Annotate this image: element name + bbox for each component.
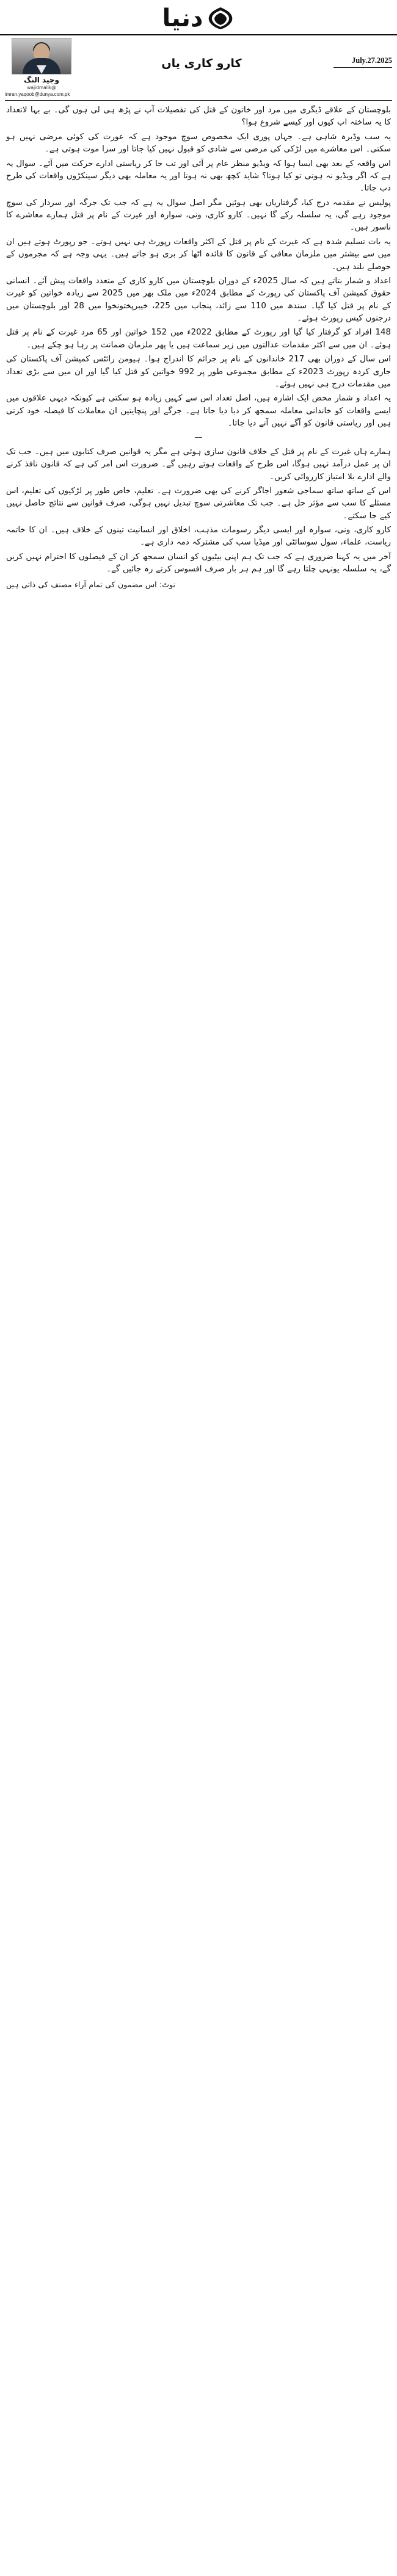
publish-date: July.27.2025 xyxy=(352,56,392,65)
paragraph: آخر میں یہ کہنا ضروری ہے کہ جب تک ہم اپنی بیٹیوں کو انسان سمجھ کر ان کے فیصلوں کا احترام نہیں کریں گے، یہ سلسلہ یونہی چلتا رہے گا اور ہم ہر بار صرف افسوس کرتے رہ جائیں گے۔ xyxy=(6,552,391,574)
paragraph: ہمارے ہاں غیرت کے نام پر قتل کے خلاف قانون سازی ہوئی ہے مگر یہ قوانین صرف کتابوں میں ہیں۔ جب تک ان پر عمل درآمد نہیں ہوگا، اس طرح کے واقعات ہوتے رہیں گے۔ ضرورت اس امر کی ہے کہ قانون نافذ کرنے والے ادارے بلا امتیاز کارروائی کریں۔ xyxy=(6,447,391,482)
paragraph: یہ سب وڈیرہ شاہی ہے۔ جہاں پوری ایک مخصوص سوچ موجود ہے کہ عورت کی کوئی مرضی نہیں ہو سکتی۔ اس معاشرے میں لڑکی کی مرضی سے شادی کو قبول نہیں کیا جاتا اور سزا موت ہوتی ہے۔ xyxy=(6,132,391,154)
headline-block xyxy=(78,38,325,78)
date-block xyxy=(325,38,392,68)
author-name: وجید النگ xyxy=(24,76,59,84)
closing-note: نوٹ: اس مضمون کی تمام آراء مصنف کی ذاتی ہیں xyxy=(6,579,175,589)
paragraph: کارو کاری، ونی، سوارہ اور ایسی دیگر رسومات مذہب، اخلاق اور انسانیت تینوں کے خلاف ہیں۔ ان کا خاتمہ ریاست، علماء، سول سوسائٹی اور میڈیا سب کی مشترکہ ذمہ داری ہے۔ xyxy=(6,526,391,548)
author-block xyxy=(5,38,78,90)
masthead xyxy=(0,0,397,33)
paragraph: یہ اعداد و شمار محض ایک اشارہ ہیں، اصل تعداد اس سے کہیں زیادہ ہو سکتی ہے کیونکہ دیہی علاقوں میں ایسے واقعات کو خاندانی معاملہ سمجھ کر دبا دیا جاتا ہے۔ جرگے اور پنچایتیں ان معاملات کا فیصلہ خود کرتی ہیں اور ریاستی قانون کو آگے نہیں آنے دیا جاتا۔ xyxy=(6,394,391,428)
date-underline xyxy=(333,67,392,68)
paragraph: 148 افراد کو گرفتار کیا گیا اور رپورٹ کے مطابق 2022ء میں 152 خواتین اور 65 مرد غیرت کے نام پر قتل ہوئے۔ ان میں سے اکثر مقدمات عدالتوں میں زیر سماعت ہیں یا پھر ملزمان ضمانت پر رہا ہو چکے ہیں۔ xyxy=(6,328,391,350)
publication-logo xyxy=(162,6,235,31)
paragraph: اس واقعہ کے بعد بھی ایسا ہوا کہ ویڈیو منظر عام پر آئی اور تب جا کر ریاستی ادارے حرکت میں آئے۔ سوال یہ ہے کہ اگر ویڈیو نہ ہوتی تو کیا ہوتا؟ شاید کچھ بھی نہ ہوتا اور یہ معاملہ بھی دیگر سینکڑوں واقعات کی طرح دب جاتا۔ xyxy=(6,159,391,194)
avatar xyxy=(12,38,71,74)
logo-wordmark: دنیا xyxy=(162,4,203,32)
page-title: کارو کاری یاں xyxy=(161,56,242,70)
paragraph: اس کے ساتھ ساتھ سماجی شعور اجاگر کرنے کی بھی ضرورت ہے۔ تعلیم، خاص طور پر لڑکیوں کی تعلیم، اس مسئلے کا سب سے مؤثر حل ہے۔ جب تک معاشرتی سوچ تبدیل نہیں ہوگی، صرف قوانین سے نتائج حاصل نہیں کیے جا سکتے۔ xyxy=(6,486,391,521)
paragraph: یہ بات تسلیم شدہ ہے کہ غیرت کے نام پر قتل کے اکثر واقعات رپورٹ ہی نہیں ہوتے۔ جو رپورٹ ہوتے ہیں ان میں سے بیشتر میں ملزمان معافی کے قانون کا فائدہ اٹھا کر بری ہو جاتے ہیں۔ یہی وجہ ہے کہ مجرموں کے حوصلے بلند ہیں۔ xyxy=(6,237,391,272)
paragraph: پولیس نے مقدمہ درج کیا، گرفتاریاں بھی ہوئیں مگر اصل سوال یہ ہے کہ جب تک جرگہ اور سردار کی سوچ موجود رہے گی، یہ سلسلہ رکے گا نہیں۔ کارو کاری، ونی، سوارہ اور غیرت کے نام پر قتل ہمارے معاشرے کا ناسور ہیں۔ xyxy=(6,198,391,233)
byline-band xyxy=(0,35,397,90)
paragraph: بلوچستان کے علاقے ڈیگری میں مرد اور خاتون کے قتل کی تفصیلات آپ نے پڑھ ہی لی ہوں گی۔ بے بہا لاتعداد کا یہ ساختہ اب کیوں اور کیسے شروع ہوا؟ xyxy=(6,106,391,128)
author-handle: @wajidmalik xyxy=(27,85,56,90)
paragraph: اس سال کے دوران بھی 217 خاندانوں کے نام پر جرائم کا اندراج ہوا۔ ہیومن رائٹس کمیشن آف پاکستان کی جاری کردہ رپورٹ 2023ء کے مطابق مجموعی طور پر 992 خواتین کو قتل کیا گیا اور ان میں سے بڑی تعداد میں مقدمات درج ہی نہیں ہوئے۔ xyxy=(6,355,392,389)
paragraph-separator: — xyxy=(194,433,203,443)
paragraph: اعداد و شمار بتاتے ہیں کہ سال 2025ء کے دوران بلوچستان میں کارو کاری کے متعدد واقعات پیش آئے۔ انسانی حقوق کمیشن آف پاکستان کی رپورٹ کے مطابق 2024ء میں ملک بھر میں 2025 سے زیادہ خواتین کو غیرت کے نام پر قتل کیا گیا۔ سندھ میں 110 سے زائد، پنجاب میں 225، خیبرپختونخوا میں 28 اور بلوچستان میں درجنوں کیس رپورٹ ہوئے۔ xyxy=(6,276,391,323)
ornament-icon xyxy=(206,6,235,31)
article-body xyxy=(0,101,397,604)
author-email: imran.yaqoob@dunya.com.pk xyxy=(5,92,70,97)
